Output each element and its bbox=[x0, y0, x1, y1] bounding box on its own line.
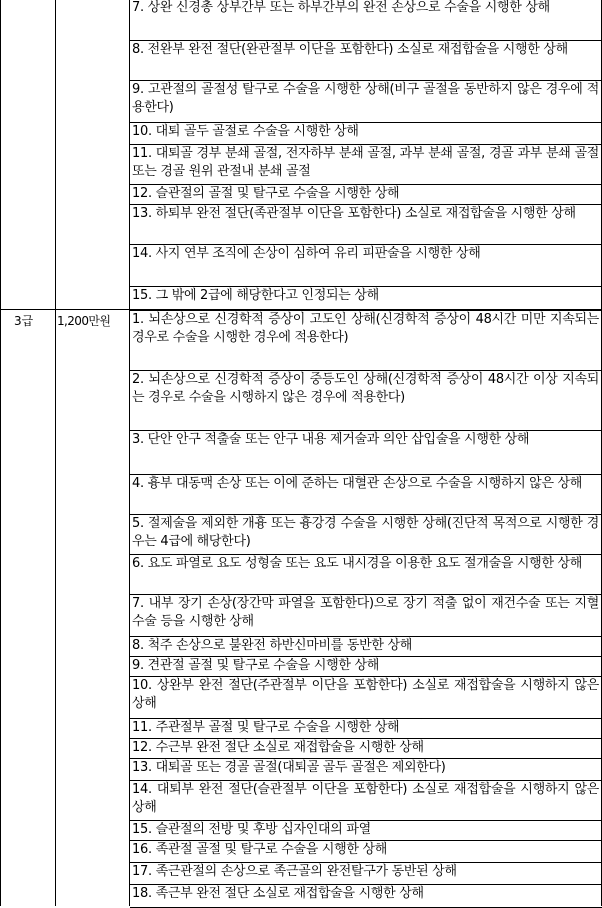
item-text: 12. 수근부 완전 절단 소실로 재접합술을 시행한 상해 bbox=[132, 740, 424, 755]
left-border bbox=[0, 0, 1, 906]
list-item bbox=[130, 310, 602, 370]
item-text: 16. 족관절 골절 및 탈구로 수술을 시행한 상해 bbox=[132, 842, 387, 857]
item-text: 9. 고관절의 골절성 탈구로 수술을 시행한 상해(비구 골절을 동반하지 않은 경우에 적용한다) bbox=[132, 82, 599, 115]
list-item bbox=[130, 80, 602, 122]
list-item bbox=[130, 840, 602, 862]
list-item bbox=[130, 780, 602, 820]
item-text: 15. 그 밖에 2급에 해당한다고 인정되는 상해 bbox=[132, 288, 379, 303]
list-item bbox=[130, 738, 602, 758]
grade-column-divider bbox=[55, 0, 56, 906]
item-text: 2. 뇌손상으로 신경학적 증상이 중등도인 상해(신경학적 증상이 48시간 이상 지속되는 경우로 수술을 시행하지 않은 경우에 적용한다) bbox=[132, 372, 599, 405]
list-item bbox=[130, 884, 602, 908]
list-item bbox=[130, 758, 602, 780]
item-text: 13. 대퇴골 또는 경골 골절(대퇴골 골두 골절은 제외한다) bbox=[132, 760, 446, 775]
item-text: 5. 절제술을 제외한 개흉 또는 흉강경 수술을 시행한 상해(진단적 목적으로 시행한 경우는 4급에 해당한다) bbox=[132, 516, 599, 549]
list-item bbox=[130, 656, 602, 676]
item-text: 10. 상완부 완전 절단(주관절부 이단을 포함한다) 소실로 재접합술을 시행하지 않은 상해 bbox=[132, 678, 599, 711]
item-text: 12. 슬관절의 골절 및 탈구로 수술을 시행한 상해 bbox=[132, 186, 400, 201]
list-item bbox=[130, 184, 602, 204]
list-item bbox=[130, 554, 602, 594]
list-item bbox=[130, 204, 602, 244]
list-item bbox=[130, 636, 602, 656]
item-text: 8. 척주 손상으로 불완전 하반신마비를 동반한 상해 bbox=[132, 638, 412, 653]
item-text: 13. 하퇴부 완전 절단(족관절부 이단을 포함한다) 소실로 재접합술을 시행한 상해 bbox=[132, 206, 576, 221]
grade-cell: 3급 bbox=[14, 314, 34, 328]
list-item bbox=[130, 244, 602, 286]
item-text: 10. 대퇴 골두 골절로 수술을 시행한 상해 bbox=[132, 124, 359, 139]
list-item bbox=[130, 40, 602, 80]
list-item bbox=[130, 820, 602, 840]
list-item bbox=[130, 122, 602, 144]
item-text: 9. 견관절 골절 및 탈구로 수술을 시행한 상해 bbox=[132, 658, 380, 673]
list-item bbox=[130, 430, 602, 474]
item-text: 11. 대퇴골 경부 분쇄 골절, 전자하부 분쇄 골절, 과부 분쇄 골절, 경골 과부 분쇄 골절 또는 경골 원위 관절내 분쇄 골절 bbox=[132, 146, 599, 179]
item-text: 6. 요도 파열로 요도 성형술 또는 요도 내시경을 이용한 요도 절개술을 시행한 상해 bbox=[132, 556, 583, 571]
item-text: 7. 내부 장기 손상(장간막 파열을 포함한다)으로 장기 적출 없이 재건수술 또는 지혈수술 등을 시행한 상해 bbox=[132, 596, 599, 629]
list-item bbox=[130, 718, 602, 738]
list-item bbox=[130, 144, 602, 184]
list-item bbox=[130, 676, 602, 718]
item-text: 1. 뇌손상으로 신경학적 증상이 고도인 상해(신경학적 증상이 48시간 미만 지속되는 경우로 수술을 시행한 경우에 적용한다) bbox=[132, 312, 599, 345]
item-text: 17. 족근관절의 손상으로 족근골의 완전탈구가 동반된 상해 bbox=[132, 864, 457, 879]
item-text: 7. 상완 신경총 상부간부 또는 하부간부의 완전 손상으로 수술을 시행한 상해 bbox=[132, 0, 550, 15]
list-item bbox=[130, 286, 602, 310]
list-item bbox=[130, 370, 602, 430]
list-item bbox=[130, 594, 602, 636]
item-text: 11. 주관절부 골절 및 탈구로 수술을 시행한 상해 bbox=[132, 720, 400, 735]
item-text: 3. 단안 안구 적출술 또는 안구 내용 제거술과 의안 삽입술을 시행한 상해 bbox=[132, 432, 530, 447]
item-text: 18. 족근부 완전 절단 소실로 재접합술을 시행한 상해 bbox=[132, 886, 424, 901]
item-text: 14. 대퇴부 완전 절단(슬관절부 이단을 포함한다) 소실로 재접합술을 시행하지 않은 상해 bbox=[132, 782, 599, 815]
item-text: 14. 사지 연부 조직에 손상이 심하여 유리 피판술을 시행한 상해 bbox=[132, 246, 481, 261]
item-text: 8. 전완부 완전 절단(완관절부 이단을 포함한다) 소실로 재접합술을 시행한 상해 bbox=[132, 42, 568, 57]
amount-cell: 1,200만원 bbox=[57, 314, 111, 328]
list-item bbox=[130, 514, 602, 554]
list-item bbox=[130, 862, 602, 884]
list-item bbox=[130, 474, 602, 514]
list-item bbox=[130, 0, 602, 40]
item-text: 15. 슬관절의 전방 및 후방 십자인대의 파열 bbox=[132, 822, 371, 837]
item-text: 4. 흉부 대동맥 손상 또는 이에 준하는 대혈관 손상으로 수술을 시행하지 않은 상해 bbox=[132, 476, 583, 491]
